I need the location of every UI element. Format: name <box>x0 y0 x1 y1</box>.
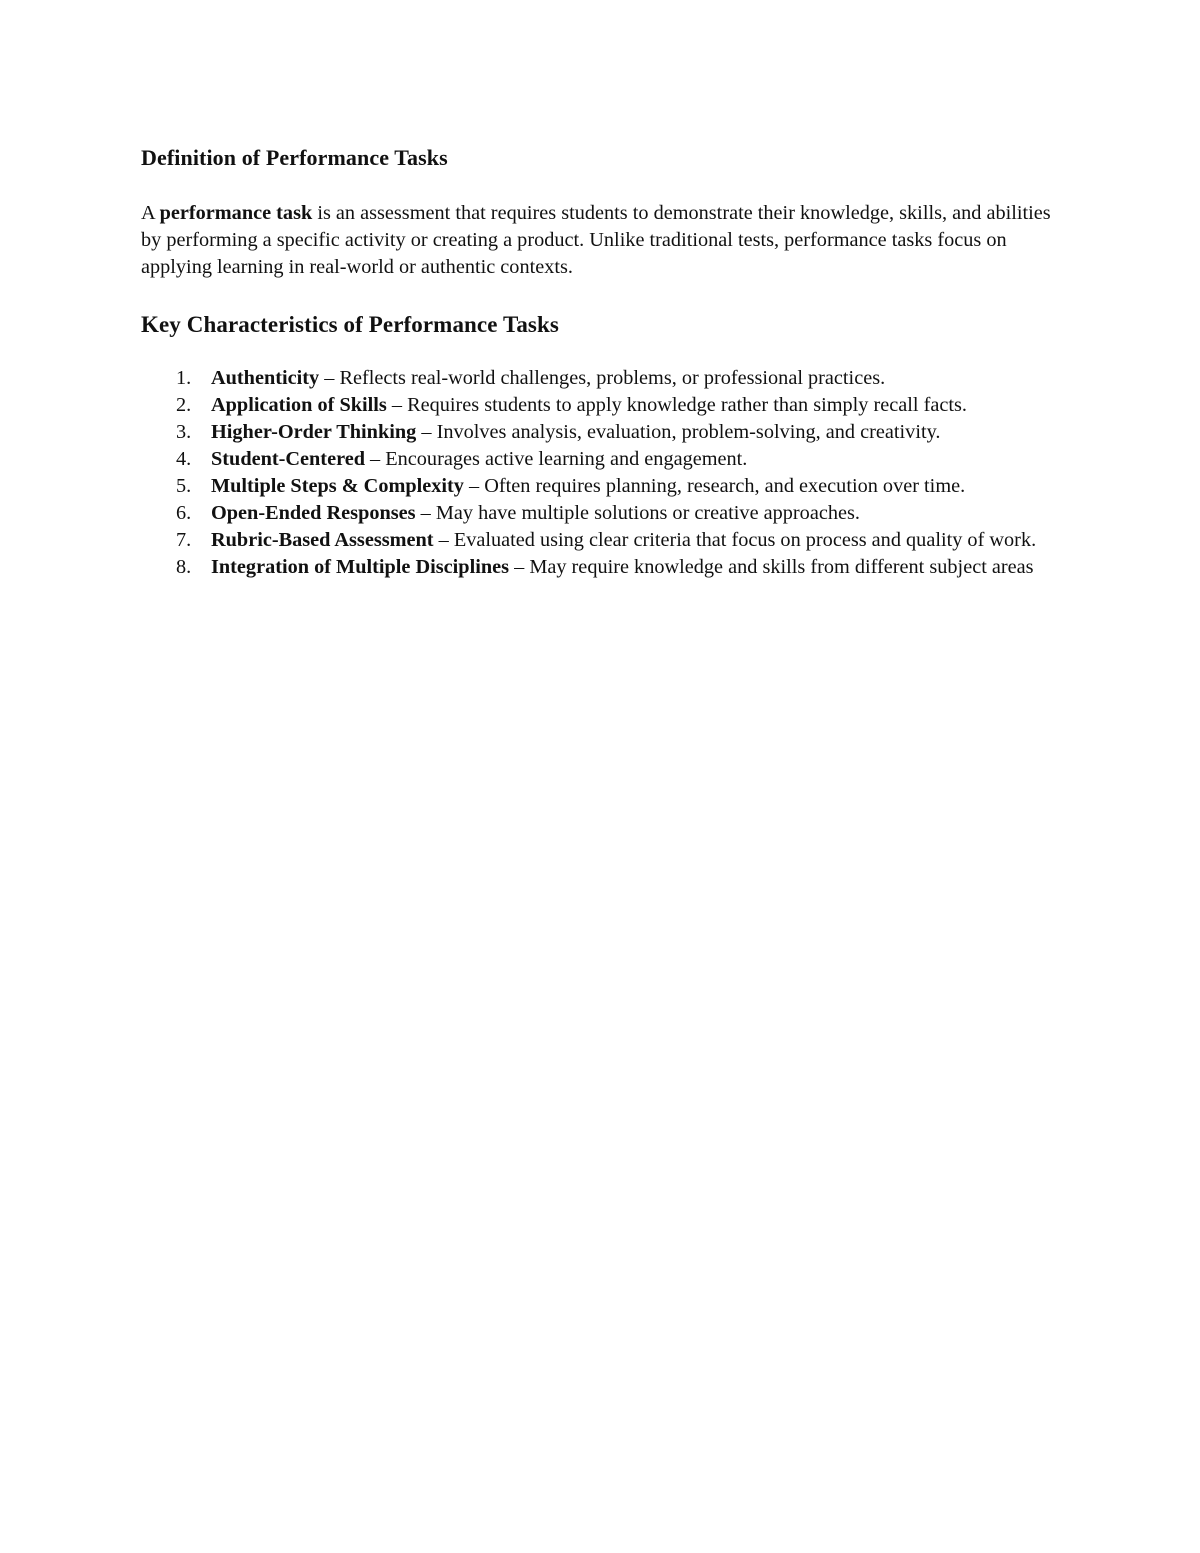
intro-paragraph <box>141 200 1051 281</box>
item-description: – May have multiple solutions or creative approaches. <box>415 502 860 524</box>
item-term: Open-Ended Responses <box>211 502 416 524</box>
intro-body: is an assessment that requires students to demonstrate their knowledge, skills, and abilities by performing a specific activity or creating a product. Unlike traditional tests, performance tasks focus on applying learning in real-world or authentic contexts. <box>141 202 1051 278</box>
item-term: Student-Centered <box>211 448 365 470</box>
list-item <box>141 365 1051 392</box>
list-item <box>141 473 1051 500</box>
intro-term: performance task <box>159 202 313 224</box>
heading-definition: Definition of Performance Tasks <box>141 145 448 170</box>
item-number: 8. <box>176 556 192 578</box>
item-number: 1. <box>176 367 192 389</box>
heading-characteristics: Key Characteristics of Performance Tasks <box>141 312 559 337</box>
list-item <box>141 500 1051 527</box>
item-description: – Often requires planning, research, and execution over time. <box>463 475 966 497</box>
item-term: Rubric-Based Assessment <box>211 529 434 551</box>
list-item <box>141 446 1051 473</box>
item-number: 2. <box>176 394 192 416</box>
item-term: Multiple Steps & Complexity <box>211 475 464 497</box>
item-term: Authenticity <box>211 367 320 389</box>
item-number: 4. <box>176 448 192 470</box>
item-number: 6. <box>176 502 192 524</box>
intro-prefix: A <box>141 202 160 224</box>
item-description: – Involves analysis, evaluation, problem-solving, and creativity. <box>416 421 941 443</box>
item-number: 3. <box>176 421 192 443</box>
characteristics-list <box>141 365 1051 581</box>
item-number: 7. <box>176 529 192 551</box>
item-description: – Requires students to apply knowledge rather than simply recall facts. <box>386 394 967 416</box>
list-item <box>141 527 1051 554</box>
item-description: – Reflects real-world challenges, problems, or professional practices. <box>319 367 886 389</box>
item-description: – May require knowledge and skills from different subject areas <box>509 556 1034 578</box>
item-term: Application of Skills <box>211 394 387 416</box>
document-content <box>141 144 1051 581</box>
list-item <box>141 419 1051 446</box>
list-item <box>141 554 1051 581</box>
item-term: Integration of Multiple Disciplines <box>211 556 510 578</box>
item-description: – Encourages active learning and engagement. <box>364 448 748 470</box>
item-term: Higher-Order Thinking <box>211 421 417 443</box>
list-item <box>141 392 1051 419</box>
item-number: 5. <box>176 475 192 497</box>
item-description: – Evaluated using clear criteria that focus on process and quality of work. <box>433 529 1037 551</box>
